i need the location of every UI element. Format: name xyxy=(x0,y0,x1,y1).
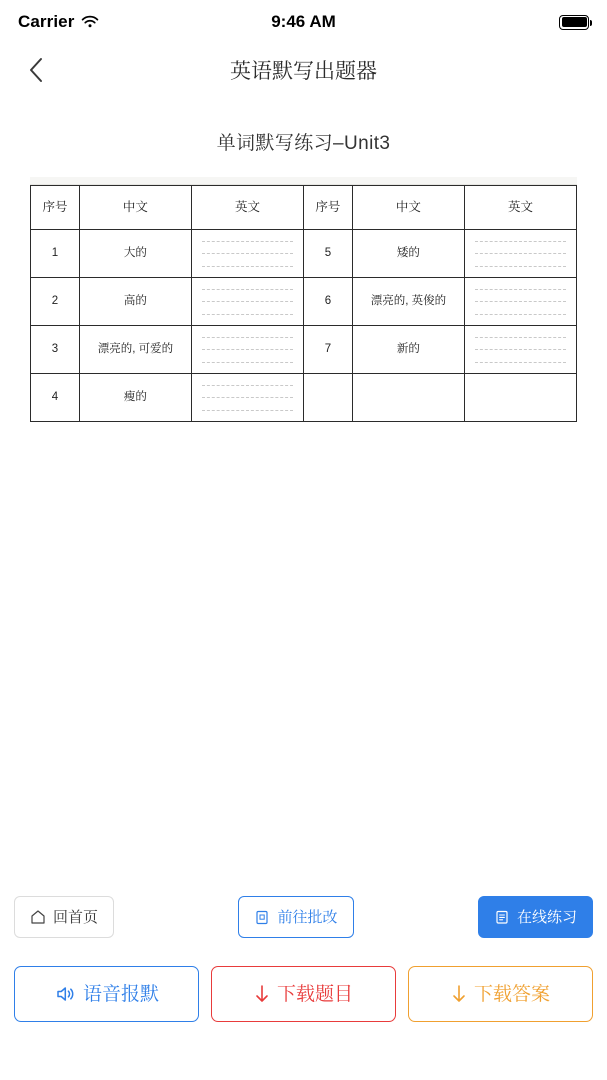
home-icon xyxy=(30,909,46,925)
cell-chinese xyxy=(352,374,464,422)
worksheet-container xyxy=(30,177,577,422)
speaker-icon xyxy=(54,983,76,1005)
writing-lines xyxy=(202,289,292,315)
status-bar-time: 9:46 AM xyxy=(271,12,336,31)
writing-lines xyxy=(202,241,292,267)
primary-action-row xyxy=(0,966,607,1022)
header-cell: 英文 xyxy=(464,186,576,230)
download-questions-button-label: 下载题目 xyxy=(276,983,353,1005)
cell-chinese: 漂亮的, 英俊的 xyxy=(352,278,464,326)
cell-answer-blank[interactable] xyxy=(464,326,576,374)
cell-answer-blank[interactable] xyxy=(191,278,303,326)
clipboard-check-icon xyxy=(254,909,270,925)
table-header-row xyxy=(31,186,577,230)
cell-chinese: 新的 xyxy=(352,326,464,374)
header-cell: 中文 xyxy=(352,186,464,230)
back-button[interactable] xyxy=(18,53,52,87)
home-button[interactable] xyxy=(14,896,114,938)
status-bar xyxy=(0,0,607,44)
cell-chinese: 瘦的 xyxy=(79,374,191,422)
header-cell: 英文 xyxy=(191,186,303,230)
writing-lines xyxy=(475,337,565,363)
table-row xyxy=(31,278,577,326)
online-practice-button-label: 在线练习 xyxy=(516,908,577,926)
page-title: 英语默写出题器 xyxy=(230,60,377,83)
worksheet-table xyxy=(30,185,577,422)
cell-index: 2 xyxy=(31,278,80,326)
carrier-label: Carrier xyxy=(18,12,75,31)
cell-chinese: 高的 xyxy=(79,278,191,326)
battery-full-icon xyxy=(559,15,589,30)
header-cell: 序号 xyxy=(303,186,352,230)
cell-chinese: 大的 xyxy=(79,230,191,278)
go-correct-button[interactable] xyxy=(238,896,353,938)
voice-dictation-button[interactable] xyxy=(14,966,199,1022)
home-button-label: 回首页 xyxy=(53,908,99,926)
cell-index: 3 xyxy=(31,326,80,374)
writing-lines xyxy=(475,289,565,315)
arrow-down-icon xyxy=(254,983,270,1005)
secondary-action-row xyxy=(0,896,607,938)
cell-answer-blank[interactable] xyxy=(191,374,303,422)
cell-answer-blank[interactable] xyxy=(191,230,303,278)
table-row xyxy=(31,374,577,422)
cell-index: 7 xyxy=(303,326,352,374)
wifi-icon xyxy=(81,15,99,29)
book-icon xyxy=(494,909,510,925)
voice-dictation-button-label: 语音报默 xyxy=(82,983,159,1005)
download-questions-button[interactable] xyxy=(211,966,396,1022)
download-answers-button[interactable] xyxy=(408,966,593,1022)
cell-answer-blank[interactable] xyxy=(464,230,576,278)
cell-index: 1 xyxy=(31,230,80,278)
cell-empty xyxy=(464,374,576,422)
cell-answer-blank[interactable] xyxy=(464,278,576,326)
header-cell: 序号 xyxy=(31,186,80,230)
arrow-down-icon xyxy=(451,983,467,1005)
cell-chinese: 漂亮的, 可爱的 xyxy=(79,326,191,374)
table-row xyxy=(31,230,577,278)
writing-lines xyxy=(202,337,292,363)
status-bar-left xyxy=(18,12,99,32)
cell-index: 6 xyxy=(303,278,352,326)
online-practice-button[interactable] xyxy=(478,896,593,938)
status-bar-right xyxy=(559,15,589,30)
go-correct-button-label: 前往批改 xyxy=(277,908,338,926)
download-answers-button-label: 下载答案 xyxy=(473,983,550,1005)
header-cell: 中文 xyxy=(79,186,191,230)
table-row xyxy=(31,326,577,374)
nav-bar xyxy=(0,44,607,96)
worksheet-paper-edge xyxy=(30,177,577,185)
cell-index xyxy=(303,374,352,422)
cell-answer-blank[interactable] xyxy=(191,326,303,374)
writing-lines xyxy=(202,385,292,411)
cell-index: 4 xyxy=(31,374,80,422)
cell-chinese: 矮的 xyxy=(352,230,464,278)
worksheet-title: 单词默写练习–Unit3 xyxy=(216,133,391,154)
writing-lines xyxy=(475,241,565,267)
chevron-left-icon xyxy=(28,57,43,83)
cell-index: 5 xyxy=(303,230,352,278)
